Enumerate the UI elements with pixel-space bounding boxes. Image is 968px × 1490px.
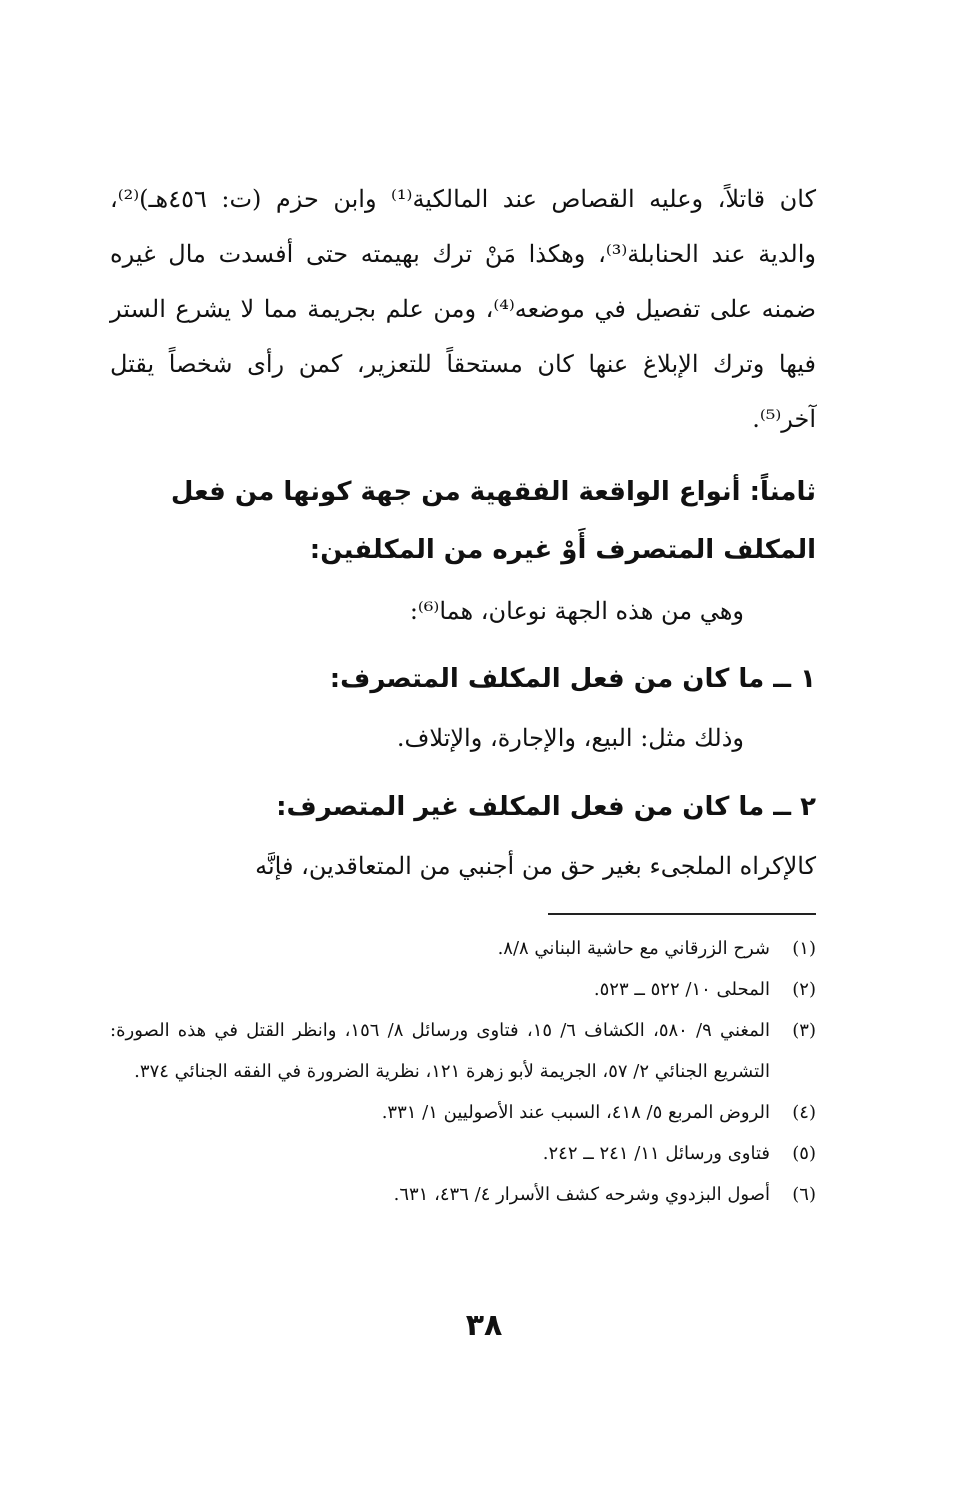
footnote-item — [110, 969, 816, 1010]
footnote-divider — [548, 913, 816, 915]
footnote-text: المغني ٩/ ٥٨٠، الكشاف ٦/ ١٥، فتاوى ورسائل ٨/ ١٥٦، وانظر القتل في هذه الصورة: التشريع الجنائي ٢/ ٥٧، الجريمة لأبو زهرة ١٢١، نظرية الضرورة في الفقه الجنائي ٣٧٤. — [110, 1020, 770, 1082]
footnote-number: (٢) — [792, 979, 816, 1000]
footnote-number: (٥) — [792, 1143, 816, 1164]
section-heading-eight: ثامناً: أنواع الواقعة الفقهية من جهة كونها من فعل المكلف المتصرف أَوْ غيره من المكلفين: — [170, 477, 816, 565]
footnote-item — [110, 1133, 816, 1174]
footnote-text: المحلى ١٠/ ٥٢٢ ــ ٥٢٣. — [593, 979, 770, 1000]
footnote-number: (٦) — [792, 1184, 816, 1205]
type-one-example: وذلك مثل: البيع، والإجارة، والإتلاف. — [396, 724, 744, 752]
footnote-item — [110, 1010, 816, 1092]
footnote-item — [110, 1092, 816, 1133]
main-paragraph: كان قاتلاً، وعليه القصاص عند المالكية⁽¹⁾ وابن حزم (ت: ٤٥٦هـ)⁽²⁾، والدية عند الحنابلة⁽³⁾، وهكذا مَنْ ترك بهيمته حتى أفسدت مال غيره ضمنه على تفصيل في موضعه⁽⁴⁾، ومن علم بجريمة مما لا يشرع الستر فيها وترك الإبلاغ عنها كان مستحقاً للتعزير، كمن رأى شخصاً يقتل آخر⁽⁵⁾. — [110, 185, 816, 433]
footnote-text: الروض المربع ٥/ ٤١٨، السبب عند الأصوليين ١/ ٣٣١. — [381, 1102, 770, 1123]
type-two-heading: ٢ ــ ما كان من فعل المكلف غير المتصرف: — [276, 792, 816, 822]
footnote-text: فتاوى ورسائل ١١/ ٢٤١ ــ ٢٤٢. — [542, 1143, 770, 1164]
footnote-text: شرح الزرقاني مع حاشية البناني ٨/٨. — [497, 938, 770, 959]
footnotes-list — [110, 928, 816, 1215]
type-two-example: كالإكراه الملجىء بغير حق من أجنبي من المتعاقدين، فإنَّه — [255, 852, 816, 880]
footnote-number: (٤) — [792, 1102, 816, 1123]
footnote-text: أصول البزدوي وشرحه كشف الأسرار ٤/ ٤٣٦، ٦٣١. — [393, 1184, 770, 1205]
footnote-number: (١) — [792, 938, 816, 959]
type-one-heading: ١ ــ ما كان من فعل المكلف المتصرف: — [329, 664, 816, 694]
footnote-item — [110, 928, 816, 969]
page-number: ٣٨ — [465, 1308, 503, 1343]
section-intro: وهي من هذه الجهة نوعان، هما⁽⁶⁾: — [409, 597, 744, 625]
footnote-number: (٣) — [792, 1020, 816, 1041]
footnote-item — [110, 1174, 816, 1215]
